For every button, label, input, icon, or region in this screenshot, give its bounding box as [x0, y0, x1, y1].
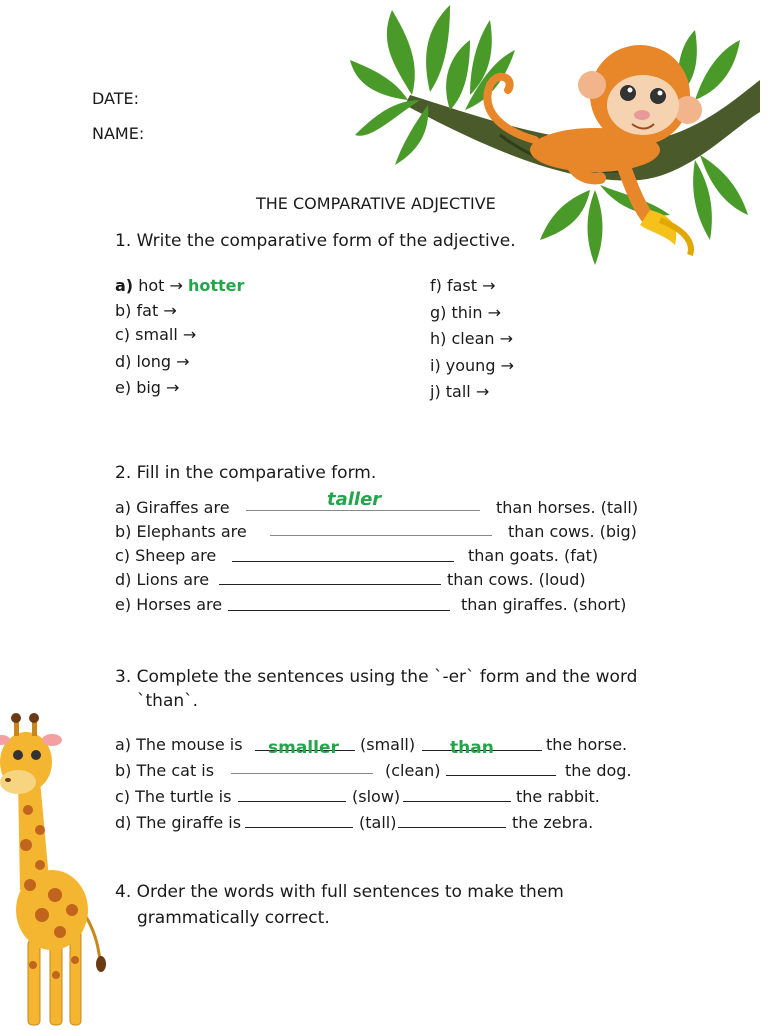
hint: (tall) — [359, 813, 397, 832]
adjective: fat — [136, 301, 159, 320]
arrow-icon: → — [166, 378, 180, 397]
s2-item-d-suffix: than cows. (loud) — [447, 570, 586, 589]
answer-than: than — [450, 738, 494, 758]
arrow-icon: → — [500, 356, 514, 375]
answer-smaller: smaller — [268, 738, 339, 758]
answer-blank[interactable] — [246, 510, 480, 511]
answer-blank[interactable] — [219, 584, 441, 585]
answer-blank[interactable] — [403, 801, 511, 802]
s2-item-c-prefix: c) Sheep are — [115, 546, 217, 565]
s3-item-d-prefix: d) The giraffe is — [115, 813, 242, 832]
section-2-heading: 2. Fill in the comparative form. — [115, 463, 377, 483]
s1-item-a — [115, 276, 244, 295]
arrow-icon: → — [499, 329, 514, 348]
s1-item-c — [115, 325, 196, 344]
arrow-icon: → — [182, 325, 197, 344]
section-3-heading-line2: `than`. — [137, 691, 199, 711]
adjective: fast — [446, 276, 478, 295]
answer-blank[interactable] — [232, 561, 454, 562]
s2-item-b-prefix: b) Elephants are — [115, 522, 247, 541]
section-4-heading-line2: grammatically correct. — [137, 908, 330, 928]
s3-item-b-suffix: the dog. — [565, 761, 632, 780]
s1-item-i — [430, 356, 514, 375]
hint: (slow) — [352, 787, 401, 806]
item-marker: g) — [430, 303, 447, 322]
arrow-icon: → — [475, 382, 490, 401]
s3-item-a-suffix: the horse. — [546, 735, 628, 754]
item-marker: e) — [115, 378, 132, 397]
answer-blank[interactable] — [245, 827, 353, 828]
arrow-icon: → — [163, 301, 177, 320]
item-marker: b) — [115, 301, 132, 320]
item-marker: i) — [430, 356, 441, 375]
adjective: long — [136, 352, 172, 371]
s1-item-e — [115, 378, 179, 397]
section-4-heading-line1: 4. Order the words with full sentences to make them — [115, 882, 564, 902]
s3-item-d-suffix: the zebra. — [512, 813, 594, 832]
s1-item-g — [430, 303, 501, 322]
adjective: clean — [451, 329, 495, 348]
s3-item-a-prefix: a) The mouse is — [115, 735, 243, 754]
name-label: NAME: — [92, 124, 145, 143]
answer-taller: taller — [327, 489, 382, 510]
answer-hotter: hotter — [188, 276, 245, 295]
answer-blank[interactable] — [228, 610, 450, 611]
section-3-heading-line1: 3. Complete the sentences using the `-er` form and the word — [115, 667, 638, 687]
adjective: tall — [445, 382, 471, 401]
monkey-on-branch-illustration — [350, 0, 760, 270]
s3-item-c-prefix: c) The turtle is — [115, 787, 232, 806]
arrow-icon: → — [482, 276, 496, 295]
adjective: small — [135, 325, 178, 344]
adjective: big — [136, 378, 161, 397]
s2-item-d-prefix: d) Lions are — [115, 570, 210, 589]
answer-blank[interactable] — [231, 773, 373, 774]
giraffe-illustration — [0, 700, 110, 1030]
s1-item-b — [115, 301, 177, 320]
s3-item-b-prefix: b) The cat is — [115, 761, 215, 780]
answer-blank[interactable] — [270, 535, 492, 536]
s2-item-c-suffix: than goats. (fat) — [468, 546, 599, 565]
section-1-heading: 1. Write the comparative form of the adjective. — [115, 231, 516, 251]
arrow-icon: → — [169, 276, 183, 295]
hint: (clean) — [385, 761, 441, 780]
s3-item-c-suffix: the rabbit. — [516, 787, 600, 806]
s1-item-h — [430, 329, 513, 348]
answer-blank[interactable] — [238, 801, 346, 802]
item-marker: d) — [115, 352, 132, 371]
answer-blank[interactable] — [446, 775, 556, 776]
item-marker: j) — [430, 382, 441, 401]
adjective: thin — [451, 303, 483, 322]
s1-item-j — [430, 382, 489, 401]
adjective: young — [445, 356, 496, 375]
item-marker: h) — [430, 329, 447, 348]
s2-item-e-prefix: e) Horses are — [115, 595, 223, 614]
s1-item-f — [430, 276, 496, 295]
s2-item-a-suffix: than horses. (tall) — [496, 498, 639, 517]
hint: (small) — [360, 735, 416, 754]
date-label: DATE: — [92, 89, 140, 108]
s1-item-d — [115, 352, 190, 371]
answer-blank[interactable] — [398, 827, 506, 828]
item-marker: c) — [115, 325, 131, 344]
item-marker: a) — [115, 276, 134, 295]
arrow-icon: → — [487, 303, 501, 322]
adjective: hot — [138, 276, 165, 295]
s2-item-b-suffix: than cows. (big) — [508, 522, 637, 541]
worksheet-title: THE COMPARATIVE ADJECTIVE — [256, 194, 496, 213]
s2-item-a-prefix: a) Giraffes are — [115, 498, 230, 517]
arrow-icon: → — [176, 352, 190, 371]
s2-item-e-suffix: than giraffes. (short) — [461, 595, 627, 614]
item-marker: f) — [430, 276, 442, 295]
